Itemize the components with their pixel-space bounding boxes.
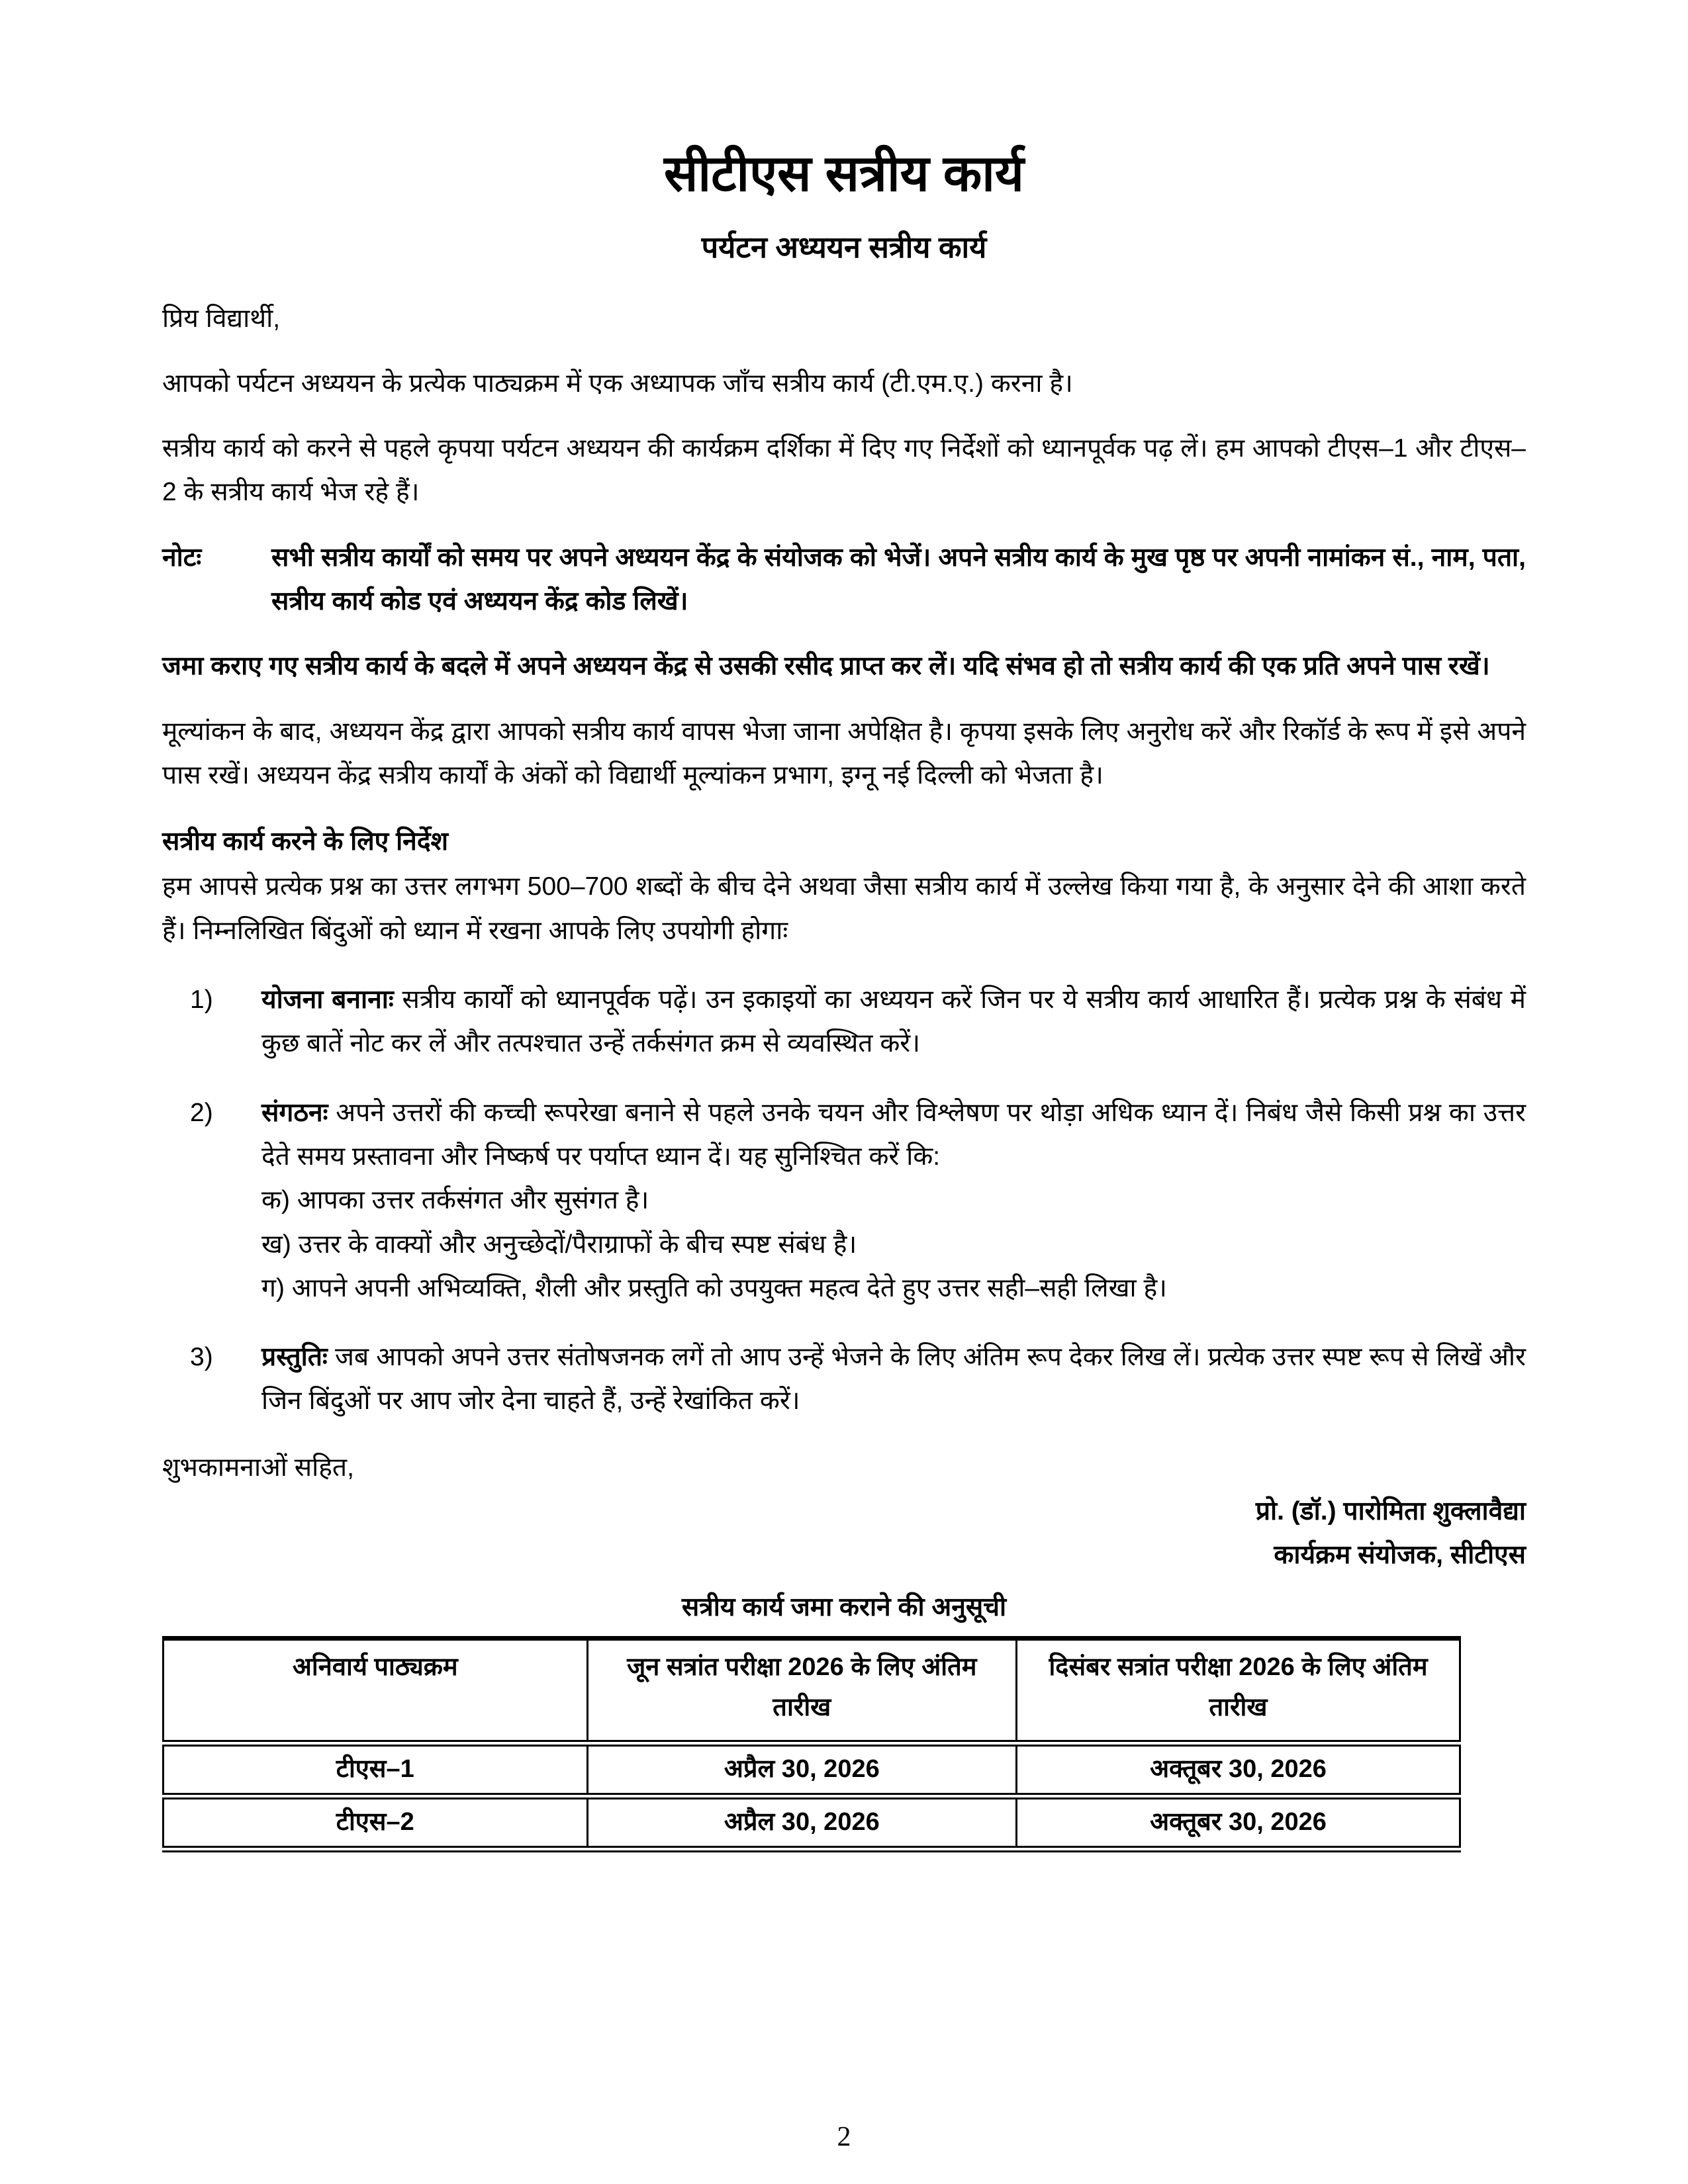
ts2-december-date: अक्तूबर 30, 2026 (1017, 1796, 1460, 1849)
ts2-june-date: अप्रैल 30, 2026 (587, 1796, 1016, 1849)
header-december-term-deadline: दिसंबर सत्रांत परीक्षा 2026 के लिए अंतिम तारीख (1017, 1638, 1460, 1743)
list-item-planning-number: 1) (190, 985, 213, 1015)
closing-line: शुभकामनाओं सहित, (162, 1453, 354, 1482)
table-row-ts1 (164, 1743, 1460, 1796)
instructions-intro: हम आपसे प्रत्येक प्रश्न का उत्तर लगभग 500–700 शब्दों के बीच देने अथवा जैसा सत्रीय कार्य में उल्लेख किया गया है, के अनुसार देने की आशा करते हैं। निम्नलिखित बिंदुओं को ध्यान में रखना आपके लिए उपयोगी होगाः (162, 872, 1526, 945)
ts1-course: टीएस–1 (164, 1743, 588, 1796)
list-item-organisation (162, 1091, 1526, 1310)
list-item-presentation (162, 1336, 1526, 1424)
page-subtitle: पर्यटन अध्ययन सत्रीय कार्य (701, 230, 987, 264)
schedule-table-title: सत्रीय कार्य जमा कराने की अनुसूची (681, 1592, 1007, 1621)
ts1-june-date: अप्रैल 30, 2026 (587, 1743, 1016, 1796)
list-item-presentation-number: 3) (190, 1343, 213, 1372)
list-item-planning-label: योजना बनानाः (261, 985, 394, 1015)
list-item-organisation-text: अपने उत्तरों की कच्ची रूपरेखा बनाने से पहले उनके चयन और विश्लेषण पर थोड़ा अधिक ध्यान दें। निबंध जैसे किसी प्रश्न का उत्तर देते समय प्रस्तावना और निष्कर्ष पर पर्याप्त ध्यान दें। यह सुनिश्चित करें कि: (261, 1098, 1526, 1171)
note-text: सभी सत्रीय कार्यों को समय पर अपने अध्ययन केंद्र के संयोजक को भेजें। अपने सत्रीय कार्य के मुख पृष्ठ पर अपनी नामांकन सं., नाम, पता, सत्रीय कार्य कोड एवं अध्ययन केंद्र कोड लिखें। (271, 543, 1526, 615)
sub-item-kha: ख) उत्तर के वाक्यों और अनुच्छेदों/पैराग्राफों के बीच स्पष्ट संबंध है। (261, 1230, 857, 1259)
instructions-heading: सत्रीय कार्य करने के लिए निर्देश (162, 827, 449, 856)
document-body (162, 142, 1526, 1852)
list-item-planning (162, 978, 1526, 1066)
ts2-course: टीएस–2 (164, 1796, 588, 1849)
list-item-organisation-number: 2) (190, 1098, 213, 1127)
table-row-ts2 (164, 1796, 1460, 1849)
signature-block (162, 1490, 1526, 1578)
note-block (162, 536, 1526, 624)
list-item-presentation-text: जब आपको अपने उत्तर संतोषजनक लगें तो आप उन्हें भेजने के लिए अंतिम रूप देकर लिख लें। प्रत्येक उत्तर स्पष्ट रूप से लिखें और जिन बिंदुओं पर आप जोर देना चाहते हैं, उन्हें रेखांकित करें। (261, 1343, 1526, 1416)
page-title: सीटीएस सत्रीय कार्य (664, 146, 1024, 202)
page-number: 2 (837, 2122, 851, 2152)
paragraph-tma: आपको पर्यटन अध्ययन के प्रत्येक पाठ्यक्रम में एक अध्यापक जाँच सत्रीय कार्य (टी.एम.ए.) करना है। (162, 369, 1073, 398)
sub-item-ka: क) आपका उत्तर तर्कसंगत और सुसंगत है। (261, 1186, 649, 1215)
paragraph-receipt: जमा कराए गए सत्रीय कार्य के बदले में अपने अध्ययन केंद्र से उसकी रसीद प्राप्त कर लें। यदि संभव हो तो सत्रीय कार्य की एक प्रति अपने पास रखें। (162, 652, 1490, 681)
signature-designation: कार्यक्रम संयोजक, सीटीएस (1274, 1541, 1526, 1570)
list-item-planning-text: सत्रीय कार्यों को ध्यानपूर्वक पढ़ें। उन इकाइयों का अध्ययन करें जिन पर ये सत्रीय कार्य आधारित हैं। प्रत्येक प्रश्न के संबंध में कुछ बातें नोट कर लें और तत्पश्चात उन्हें तर्कसंगत क्रम से व्यवस्थित करें। (261, 985, 1526, 1058)
note-label: नोटः (162, 543, 202, 572)
header-june-term-deadline: जून सत्रांत परीक्षा 2026 के लिए अंतिम तारीख (587, 1638, 1016, 1743)
list-item-presentation-label: प्रस्तुतिः (261, 1343, 328, 1372)
schedule-header-row (164, 1638, 1460, 1743)
schedule-table (162, 1636, 1461, 1852)
paragraph-evaluation: मूल्यांकन के बाद, अध्ययन केंद्र द्वारा आपको सत्रीय कार्य वापस भेजा जाना अपेक्षित है। कृपया इसके लिए अनुरोध करें और रिकॉर्ड के रूप में इसे अपने पास रखें। अध्ययन केंद्र सत्रीय कार्यों के अंकों को विद्यार्थी मूल्यांकन प्रभाग, इग्नू नई दिल्ली को भेजता है। (162, 717, 1526, 790)
salutation: प्रिय विद्यार्थी, (162, 304, 281, 333)
ts1-december-date: अक्तूबर 30, 2026 (1017, 1743, 1460, 1796)
paragraph-programme-guide: सत्रीय कार्य को करने से पहले कृपया पर्यटन अध्ययन की कार्यक्रम दर्शिका में दिए गए निर्देशों को ध्यानपूर्वक पढ़ लें। हम आपको टीएस–1 और टीएस–2 के सत्रीय कार्य भेज रहे हैं। (162, 434, 1526, 507)
sub-item-ga: ग) आपने अपनी अभिव्यक्ति, शैली और प्रस्तुति को उपयुक्त महत्व देते हुए उत्तर सही–सही लिखा है। (261, 1273, 1167, 1302)
signature-name: प्रो. (डॉ.) पारोमिता शुक्लावैद्या (1255, 1497, 1526, 1526)
header-compulsory-course: अनिवार्य पाठ्यक्रम (164, 1638, 588, 1743)
list-item-organisation-label: संगठनः (261, 1098, 328, 1127)
